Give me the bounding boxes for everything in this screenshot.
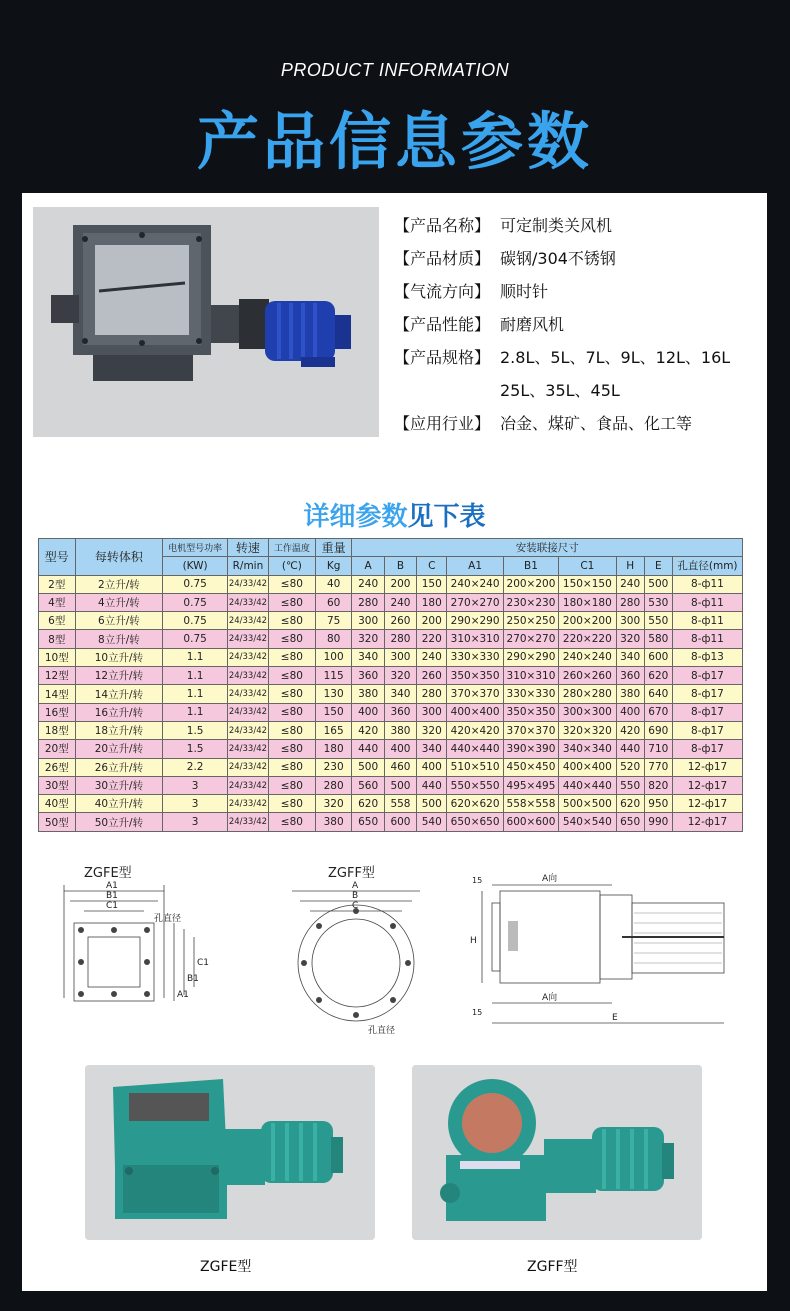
- table-cell: 290×290: [503, 648, 558, 666]
- table-cell: 100: [315, 648, 352, 666]
- table-cell: 16立升/转: [75, 703, 163, 721]
- table-cell: 420: [616, 721, 644, 739]
- table-cell: 400: [417, 758, 447, 776]
- table-cell: 115: [315, 667, 352, 685]
- table-cell: 390×390: [503, 740, 558, 758]
- table-cell: 558: [384, 795, 416, 813]
- table-cell: 24/33/42: [227, 703, 268, 721]
- table-cell: 380: [315, 813, 352, 831]
- table-cell: 990: [644, 813, 672, 831]
- side-label-A-direction-top: A向: [542, 874, 558, 884]
- spec-value: 碳钢/304不锈钢: [500, 249, 616, 268]
- table-cell: 640: [644, 685, 672, 703]
- table-row: [39, 612, 743, 630]
- table-cell: 2.2: [163, 758, 228, 776]
- spec-label: 【产品材质】: [394, 249, 491, 268]
- table-cell: 220×220: [559, 630, 616, 648]
- table-cell: 450×450: [503, 758, 558, 776]
- table-row: [39, 685, 743, 703]
- table-cell: 14立升/转: [75, 685, 163, 703]
- table-cell: 420×420: [447, 721, 503, 739]
- table-cell: 24/33/42: [227, 593, 268, 611]
- table-cell: 440: [616, 740, 644, 758]
- zgfe-label-B1: B1: [106, 891, 118, 901]
- table-cell: 360: [352, 667, 384, 685]
- table-cell: 18型: [39, 721, 76, 739]
- table-cell: 600: [644, 648, 672, 666]
- table-cell: 380: [616, 685, 644, 703]
- table-cell: 270×270: [447, 593, 503, 611]
- zgff-drawing: [280, 863, 440, 1041]
- table-cell: 558×558: [503, 795, 558, 813]
- table-cell: 200: [417, 612, 447, 630]
- table-cell: ≤80: [268, 685, 315, 703]
- caption-zgff: ZGFF型: [527, 1259, 578, 1275]
- table-cell: 320: [384, 667, 416, 685]
- table-cell: 8-ф17: [672, 703, 742, 721]
- spec-row: [394, 279, 730, 312]
- table-cell: 310×310: [503, 667, 558, 685]
- spec-value: 顺时针: [500, 282, 549, 301]
- table-cell: 400×400: [559, 758, 616, 776]
- spec-label: 【应用行业】: [394, 414, 491, 433]
- table-cell: 8-ф11: [672, 593, 742, 611]
- table-cell: 240: [616, 575, 644, 593]
- table-cell: 1.1: [163, 685, 228, 703]
- table-row: [39, 758, 743, 776]
- spec-label: 【气流方向】: [394, 282, 491, 301]
- spec-row: [394, 312, 730, 345]
- col-B1: B1: [503, 557, 558, 575]
- table-cell: 200×200: [559, 612, 616, 630]
- zgfe-side-C1: C1: [197, 958, 210, 968]
- table-cell: 8立升/转: [75, 630, 163, 648]
- table-cell: 650: [616, 813, 644, 831]
- zgfe-drawing: [44, 863, 214, 1041]
- table-cell: 330×330: [503, 685, 558, 703]
- table-row: [39, 703, 743, 721]
- table-cell: 350×350: [447, 667, 503, 685]
- table-cell: 40型: [39, 795, 76, 813]
- table-cell: 220: [417, 630, 447, 648]
- table-cell: ≤80: [268, 813, 315, 831]
- table-cell: 620: [352, 795, 384, 813]
- table-cell: 380: [384, 721, 416, 739]
- table-cell: 650×650: [447, 813, 503, 831]
- table-cell: 200: [384, 575, 416, 593]
- header-speed: 转速: [227, 539, 268, 557]
- table-cell: 770: [644, 758, 672, 776]
- header-model: 型号: [39, 539, 76, 576]
- table-cell: 24/33/42: [227, 776, 268, 794]
- table-cell: 440: [352, 740, 384, 758]
- table-cell: 440×440: [447, 740, 503, 758]
- table-cell: 300×300: [559, 703, 616, 721]
- table-cell: 340: [384, 685, 416, 703]
- table-row: [39, 795, 743, 813]
- table-cell: 670: [644, 703, 672, 721]
- table-cell: 280: [616, 593, 644, 611]
- side-label-15-bottom: 15: [472, 1008, 483, 1017]
- spec-value: 冶金、煤矿、食品、化工等: [500, 414, 693, 433]
- table-cell: 12-ф17: [672, 795, 742, 813]
- table-cell: 8-ф17: [672, 740, 742, 758]
- table-cell: 0.75: [163, 575, 228, 593]
- section-title-part-b: 见下表: [407, 502, 486, 532]
- table-cell: 26型: [39, 758, 76, 776]
- table-cell: 950: [644, 795, 672, 813]
- table-cell: 320: [417, 721, 447, 739]
- table-cell: 1.1: [163, 703, 228, 721]
- table-cell: 230×230: [503, 593, 558, 611]
- side-label-A-direction-bottom: A向: [542, 993, 558, 1003]
- table-cell: 240×240: [559, 648, 616, 666]
- table-cell: 60: [315, 593, 352, 611]
- table-cell: 180: [315, 740, 352, 758]
- table-cell: 495×495: [503, 776, 558, 794]
- table-cell: 40立升/转: [75, 795, 163, 813]
- zgff-label-hole: 孔直径: [368, 1026, 396, 1036]
- col-A1: A1: [447, 557, 503, 575]
- table-cell: 330×330: [447, 648, 503, 666]
- table-cell: 240: [352, 575, 384, 593]
- table-cell: 560: [352, 776, 384, 794]
- table-cell: 0.75: [163, 612, 228, 630]
- unit-weight: Kg: [315, 557, 352, 575]
- table-cell: 360: [616, 667, 644, 685]
- table-cell: 400×400: [447, 703, 503, 721]
- col-A: A: [352, 557, 384, 575]
- table-cell: 75: [315, 612, 352, 630]
- table-cell: 150: [315, 703, 352, 721]
- spec-row: [394, 411, 730, 444]
- col-B: B: [384, 557, 416, 575]
- col-E: E: [644, 557, 672, 575]
- content-panel: [22, 193, 767, 1291]
- table-cell: 4型: [39, 593, 76, 611]
- table-cell: 400: [616, 703, 644, 721]
- table-cell: 550: [616, 776, 644, 794]
- table-cell: ≤80: [268, 612, 315, 630]
- table-cell: ≤80: [268, 630, 315, 648]
- table-cell: 580: [644, 630, 672, 648]
- table-cell: 150×150: [559, 575, 616, 593]
- table-cell: 180×180: [559, 593, 616, 611]
- spec-value: 2.8L、5L、7L、9L、12L、16L: [500, 348, 731, 367]
- header-dimensions: 安装联接尺寸: [352, 539, 743, 557]
- table-cell: 240×240: [447, 575, 503, 593]
- table-cell: 420: [352, 721, 384, 739]
- table-cell: 16型: [39, 703, 76, 721]
- table-cell: 240: [384, 593, 416, 611]
- table-row: [39, 721, 743, 739]
- side-label-H: H: [470, 936, 477, 946]
- table-cell: 50立升/转: [75, 813, 163, 831]
- table-cell: 24/33/42: [227, 813, 268, 831]
- table-cell: 80: [315, 630, 352, 648]
- table-cell: 320: [616, 630, 644, 648]
- table-cell: 10型: [39, 648, 76, 666]
- side-label-15-top: 15: [472, 876, 483, 885]
- table-cell: 24/33/42: [227, 667, 268, 685]
- table-cell: 30立升/转: [75, 776, 163, 794]
- header-weight: 重量: [315, 539, 352, 557]
- table-cell: 320×320: [559, 721, 616, 739]
- table-cell: 600: [384, 813, 416, 831]
- table-section-title: [22, 496, 767, 533]
- table-cell: 540: [417, 813, 447, 831]
- table-cell: 8-ф13: [672, 648, 742, 666]
- table-cell: 370×370: [503, 721, 558, 739]
- table-cell: 310×310: [447, 630, 503, 648]
- table-cell: 50型: [39, 813, 76, 831]
- unit-power: (KW): [163, 557, 228, 575]
- table-cell: 6立升/转: [75, 612, 163, 630]
- table-cell: 18立升/转: [75, 721, 163, 739]
- table-cell: 0.75: [163, 593, 228, 611]
- table-cell: 24/33/42: [227, 721, 268, 739]
- table-cell: 320: [315, 795, 352, 813]
- table-cell: 650: [352, 813, 384, 831]
- table-cell: 300: [616, 612, 644, 630]
- table-cell: 8型: [39, 630, 76, 648]
- table-cell: 440: [417, 776, 447, 794]
- table-cell: 3: [163, 795, 228, 813]
- table-cell: 280: [417, 685, 447, 703]
- zgfe-drawing-title: ZGFE型: [84, 866, 132, 881]
- table-cell: 290×290: [447, 612, 503, 630]
- table-cell: 550×550: [447, 776, 503, 794]
- zgfe-photo: [85, 1065, 375, 1240]
- table-cell: 24/33/42: [227, 575, 268, 593]
- table-row: [39, 630, 743, 648]
- table-cell: ≤80: [268, 740, 315, 758]
- english-title: PRODUCT INFORMATION: [280, 60, 510, 80]
- table-cell: 10立升/转: [75, 648, 163, 666]
- zgff-label-A: A: [352, 881, 359, 891]
- caption-zgfe: ZGFE型: [200, 1259, 252, 1275]
- table-cell: 370×370: [447, 685, 503, 703]
- table-cell: 530: [644, 593, 672, 611]
- col-C1: C1: [559, 557, 616, 575]
- table-cell: 8-ф11: [672, 612, 742, 630]
- table-cell: 280: [384, 630, 416, 648]
- table-cell: 24/33/42: [227, 612, 268, 630]
- side-view-drawing: [462, 863, 732, 1041]
- table-row: [39, 648, 743, 666]
- table-cell: 3: [163, 776, 228, 794]
- table-cell: 12-ф17: [672, 776, 742, 794]
- table-cell: ≤80: [268, 667, 315, 685]
- table-cell: ≤80: [268, 593, 315, 611]
- table-cell: 710: [644, 740, 672, 758]
- zgfe-side-A1: A1: [177, 990, 189, 1000]
- table-cell: 4立升/转: [75, 593, 163, 611]
- table-cell: 500: [352, 758, 384, 776]
- table-cell: 500: [644, 575, 672, 593]
- table-cell: 340: [417, 740, 447, 758]
- table-cell: 540×540: [559, 813, 616, 831]
- table-cell: 2立升/转: [75, 575, 163, 593]
- table-cell: 620: [616, 795, 644, 813]
- table-cell: 500: [417, 795, 447, 813]
- table-cell: ≤80: [268, 721, 315, 739]
- table-cell: ≤80: [268, 758, 315, 776]
- table-cell: 280×280: [559, 685, 616, 703]
- table-cell: 520: [616, 758, 644, 776]
- table-cell: 340×340: [559, 740, 616, 758]
- table-cell: 350×350: [503, 703, 558, 721]
- table-cell: ≤80: [268, 795, 315, 813]
- table-cell: 8-ф17: [672, 721, 742, 739]
- chinese-title: 产品信息参数: [196, 105, 593, 178]
- table-cell: 240: [417, 648, 447, 666]
- spec-label: 【产品名称】: [394, 216, 491, 235]
- spec-value: 可定制类关风机: [500, 216, 613, 235]
- table-cell: 380: [352, 685, 384, 703]
- spec-value-continued: 25L、35L、45L: [500, 381, 620, 400]
- table-cell: 24/33/42: [227, 740, 268, 758]
- table-cell: 0.75: [163, 630, 228, 648]
- table-cell: 300: [352, 612, 384, 630]
- table-row: [39, 667, 743, 685]
- table-cell: 3: [163, 813, 228, 831]
- table-row: [39, 813, 743, 831]
- table-cell: 510×510: [447, 758, 503, 776]
- col-hole: 孔直径(mm): [672, 557, 742, 575]
- spec-label: 【产品规格】: [394, 348, 491, 367]
- header-volume: 每转体积: [75, 539, 163, 576]
- table-row: [39, 593, 743, 611]
- col-C: C: [417, 557, 447, 575]
- table-cell: 550: [644, 612, 672, 630]
- table-cell: 400: [384, 740, 416, 758]
- table-cell: ≤80: [268, 703, 315, 721]
- table-cell: ≤80: [268, 575, 315, 593]
- table-cell: 260×260: [559, 667, 616, 685]
- table-cell: 12-ф17: [672, 758, 742, 776]
- table-cell: 230: [315, 758, 352, 776]
- header-temp: 工作温度: [268, 539, 315, 557]
- table-cell: 820: [644, 776, 672, 794]
- table-cell: 130: [315, 685, 352, 703]
- table-cell: 180: [417, 593, 447, 611]
- zgfe-label-C1: C1: [106, 901, 119, 911]
- product-photo: [33, 207, 379, 437]
- table-cell: 8-ф17: [672, 685, 742, 703]
- table-cell: 165: [315, 721, 352, 739]
- table-cell: 1.1: [163, 648, 228, 666]
- header-power: 电机型号功率: [163, 539, 228, 557]
- table-cell: 12立升/转: [75, 667, 163, 685]
- table-cell: 26立升/转: [75, 758, 163, 776]
- table-cell: 30型: [39, 776, 76, 794]
- section-title-part-a: 详细参数: [303, 502, 408, 532]
- table-cell: 690: [644, 721, 672, 739]
- table-cell: 24/33/42: [227, 758, 268, 776]
- spec-row: [394, 246, 730, 279]
- table-cell: 340: [616, 648, 644, 666]
- table-cell: 600×600: [503, 813, 558, 831]
- table-cell: 20型: [39, 740, 76, 758]
- table-cell: 8-ф11: [672, 630, 742, 648]
- table-cell: 1.5: [163, 721, 228, 739]
- col-H: H: [616, 557, 644, 575]
- table-cell: 20立升/转: [75, 740, 163, 758]
- table-cell: 400: [352, 703, 384, 721]
- table-cell: 500: [384, 776, 416, 794]
- zgff-drawing-title: ZGFF型: [328, 866, 375, 881]
- table-cell: 24/33/42: [227, 648, 268, 666]
- table-cell: 12型: [39, 667, 76, 685]
- zgfe-label-hole: 孔直径: [154, 914, 182, 924]
- table-cell: 620: [644, 667, 672, 685]
- unit-temp: (℃): [268, 557, 315, 575]
- table-cell: ≤80: [268, 648, 315, 666]
- table-cell: 300: [384, 648, 416, 666]
- zgff-label-C: C: [352, 901, 359, 911]
- table-cell: 300: [417, 703, 447, 721]
- spec-row: [394, 213, 730, 246]
- parameter-table: [38, 538, 743, 832]
- table-cell: 14型: [39, 685, 76, 703]
- zgff-photo: [412, 1065, 702, 1240]
- spec-list: [394, 213, 730, 444]
- table-cell: 280: [315, 776, 352, 794]
- table-cell: 340: [352, 648, 384, 666]
- table-cell: 250×250: [503, 612, 558, 630]
- table-row: [39, 776, 743, 794]
- zgfe-side-B1: B1: [187, 974, 199, 984]
- table-cell: 320: [352, 630, 384, 648]
- table-cell: 24/33/42: [227, 685, 268, 703]
- table-cell: 440×440: [559, 776, 616, 794]
- table-row: [39, 575, 743, 593]
- table-cell: 12-ф17: [672, 813, 742, 831]
- table-row: [39, 740, 743, 758]
- side-label-E: E: [612, 1013, 618, 1023]
- table-cell: 280: [352, 593, 384, 611]
- table-cell: 500×500: [559, 795, 616, 813]
- table-cell: 8-ф11: [672, 575, 742, 593]
- zgff-label-B: B: [352, 891, 359, 901]
- table-cell: 270×270: [503, 630, 558, 648]
- table-cell: 1.5: [163, 740, 228, 758]
- table-cell: 6型: [39, 612, 76, 630]
- table-cell: 1.1: [163, 667, 228, 685]
- table-cell: 460: [384, 758, 416, 776]
- table-cell: 8-ф17: [672, 667, 742, 685]
- table-cell: ≤80: [268, 776, 315, 794]
- technical-drawings: [22, 858, 767, 1048]
- table-cell: 40: [315, 575, 352, 593]
- table-cell: 150: [417, 575, 447, 593]
- table-cell: 620×620: [447, 795, 503, 813]
- spec-label: 【产品性能】: [394, 315, 491, 334]
- table-cell: 260: [384, 612, 416, 630]
- table-cell: 360: [384, 703, 416, 721]
- table-cell: 2型: [39, 575, 76, 593]
- table-cell: 24/33/42: [227, 630, 268, 648]
- table-cell: 260: [417, 667, 447, 685]
- spec-value: 耐磨风机: [500, 315, 565, 334]
- zgfe-label-A1: A1: [106, 881, 118, 891]
- spec-row: [394, 345, 730, 378]
- table-cell: 24/33/42: [227, 795, 268, 813]
- table-cell: 200×200: [503, 575, 558, 593]
- unit-speed: R/min: [227, 557, 268, 575]
